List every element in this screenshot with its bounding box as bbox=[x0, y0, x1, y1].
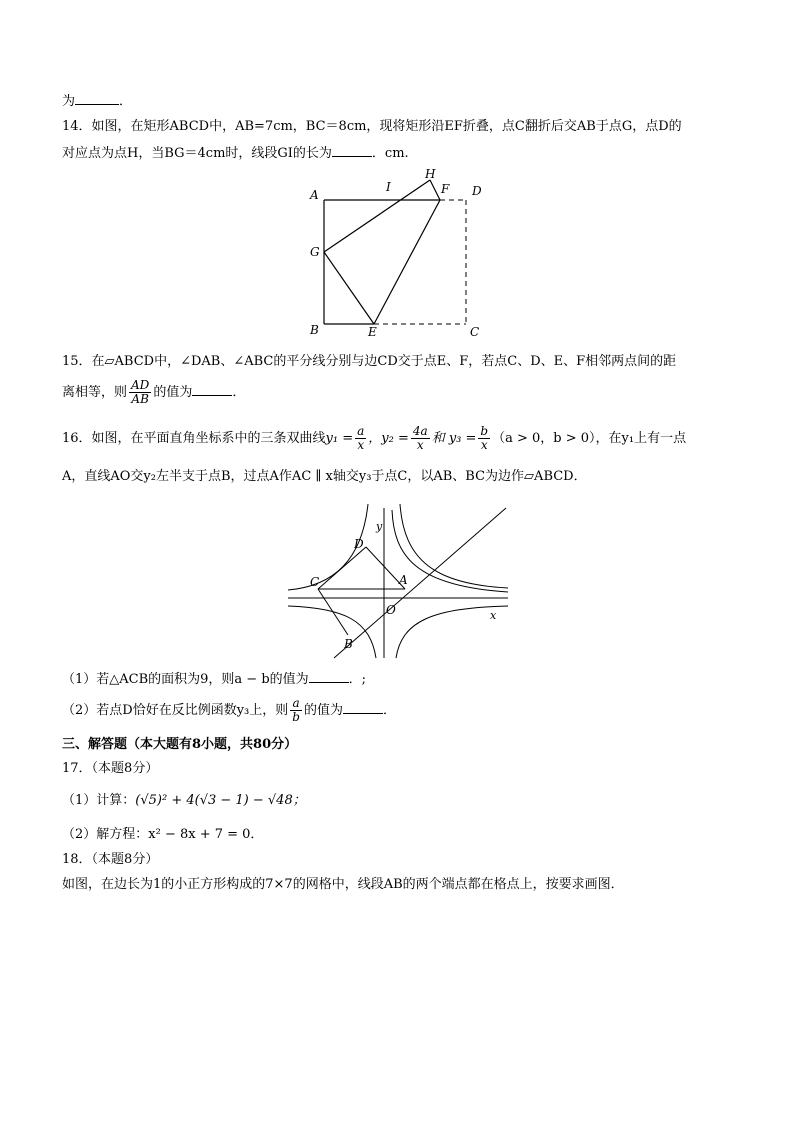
answer-blank[interactable] bbox=[332, 144, 372, 157]
q13-tail bbox=[62, 92, 132, 111]
fraction-denominator: x bbox=[416, 438, 424, 452]
label-B: B bbox=[344, 637, 353, 651]
edge-HF bbox=[430, 180, 440, 200]
q16-line1-prefix: 16．如图，在平面直角坐标系中的三条双曲线 bbox=[62, 431, 326, 446]
q16-part1-prefix: （1）若△ACB的面积为9，则a − b的值为 bbox=[62, 672, 309, 687]
q18-line1: 如图，在边长为1的小正方形构成的7×7的网格中，线段AB的两个端点都在格点上，按要求画图． bbox=[62, 877, 624, 892]
q15-line2-suffix: 的值为 bbox=[153, 385, 193, 400]
label-x: x bbox=[490, 609, 497, 622]
label-G: G bbox=[310, 245, 320, 259]
q15-line2-end: ． bbox=[232, 385, 246, 400]
hyperbola-y1-right bbox=[392, 510, 508, 592]
label-E: E bbox=[368, 325, 377, 339]
fraction-numerator: AD bbox=[131, 378, 150, 392]
q13-suffix: ． bbox=[119, 94, 133, 109]
y1-label: y₁ = bbox=[325, 431, 354, 446]
fraction-numerator: a bbox=[357, 424, 365, 438]
segment-CD bbox=[318, 547, 366, 589]
label-C: C bbox=[470, 325, 480, 339]
q17-part1 bbox=[62, 792, 306, 810]
q15-line2-prefix: 离相等，则 bbox=[62, 385, 128, 400]
q15-line2 bbox=[62, 378, 245, 408]
fraction-4a-x bbox=[411, 425, 430, 452]
edge-GH bbox=[324, 180, 430, 252]
segment-CB bbox=[318, 589, 348, 635]
edge-EF bbox=[374, 200, 440, 324]
q16-figure bbox=[284, 500, 514, 662]
label-F: F bbox=[441, 182, 450, 196]
label-H: H bbox=[425, 167, 436, 181]
fraction-numerator: b bbox=[480, 424, 489, 438]
fraction-denominator: AB bbox=[131, 392, 149, 406]
q16-line1-suffix: （a > 0，b > 0），在y₁上有一点 bbox=[492, 431, 687, 446]
y3-label: 和 y₃ = bbox=[431, 431, 477, 446]
q13-prefix: 为 bbox=[62, 94, 76, 109]
fraction-numerator: 4a bbox=[412, 424, 428, 438]
q14-line2-suffix: ．cm. bbox=[371, 146, 409, 161]
label-C: C bbox=[310, 575, 320, 589]
fraction-denominator: x bbox=[357, 438, 365, 452]
q16-part1 bbox=[62, 670, 366, 689]
edge-GE bbox=[324, 252, 374, 324]
q16-part2-suffix: 的值为 bbox=[303, 703, 343, 718]
label-y: y bbox=[376, 520, 383, 533]
q14-line1: 14．如图，在矩形ABCD中，AB=7cm，BC＝8cm，现将矩形沿EF折叠，点C翻折后交AB于点G，点D的 bbox=[62, 119, 682, 134]
fraction-a-b bbox=[290, 697, 302, 724]
fraction-b-x bbox=[478, 425, 490, 452]
q16-line1 bbox=[62, 424, 686, 454]
y2-label: ，y₂ = bbox=[368, 431, 409, 446]
q16-part2 bbox=[62, 696, 396, 726]
hyperbola-y2-right bbox=[400, 504, 508, 588]
answer-blank[interactable] bbox=[309, 670, 349, 683]
label-A: A bbox=[310, 188, 319, 202]
q17-expression: (√5)² + 4(√3 − 1) − √48； bbox=[135, 793, 306, 808]
q16-part2-prefix: （2）若点D恰好在反比例函数y₃上，则 bbox=[62, 703, 289, 718]
hyperbola-y2-left bbox=[288, 606, 376, 658]
line-AO bbox=[334, 508, 506, 658]
q14-figure bbox=[300, 160, 500, 342]
label-D: D bbox=[354, 537, 364, 551]
fraction-a-x bbox=[355, 425, 366, 452]
section-title: 三、解答题（本大题有8小题，共80分） bbox=[62, 737, 298, 752]
label-B: B bbox=[310, 323, 319, 337]
q14-line2-prefix: 对应点为点H，当BG＝4cm时，线段GI的长为 bbox=[62, 146, 332, 161]
q16-part2-end: ． bbox=[382, 703, 396, 718]
q17-header: 17．（本题8分） bbox=[62, 761, 159, 776]
answer-blank[interactable] bbox=[192, 383, 232, 396]
label-A: A bbox=[399, 573, 408, 587]
q18-header: 18．（本题8分） bbox=[62, 852, 159, 867]
fraction-denominator: x bbox=[480, 438, 488, 452]
answer-blank[interactable] bbox=[75, 92, 119, 105]
answer-blank[interactable] bbox=[343, 701, 383, 714]
q16-part1-suffix: ．; bbox=[348, 672, 367, 687]
fraction-denominator: b bbox=[292, 710, 300, 724]
fraction-ad-ab bbox=[129, 379, 151, 406]
q17-part1-prefix: （1）计算： bbox=[62, 793, 136, 808]
q16-line2: A，直线AO交y₂左半支于点B，过点A作AC ∥ x轴交y₃于点C，以AB、BC为边作▱ABCD． bbox=[62, 469, 587, 484]
label-O: O bbox=[386, 603, 396, 617]
label-I: I bbox=[386, 180, 391, 194]
label-D: D bbox=[472, 184, 482, 198]
fraction-numerator: a bbox=[290, 697, 302, 711]
q15-line1: 15．在▱ABCD中，∠DAB、∠ABC的平分线分别与边CD交于点E、F，若点C、D、E、F相邻两点间的距 bbox=[62, 354, 677, 369]
q17-part2: （2）解方程：x² − 8x + 7 = 0． bbox=[62, 827, 264, 842]
